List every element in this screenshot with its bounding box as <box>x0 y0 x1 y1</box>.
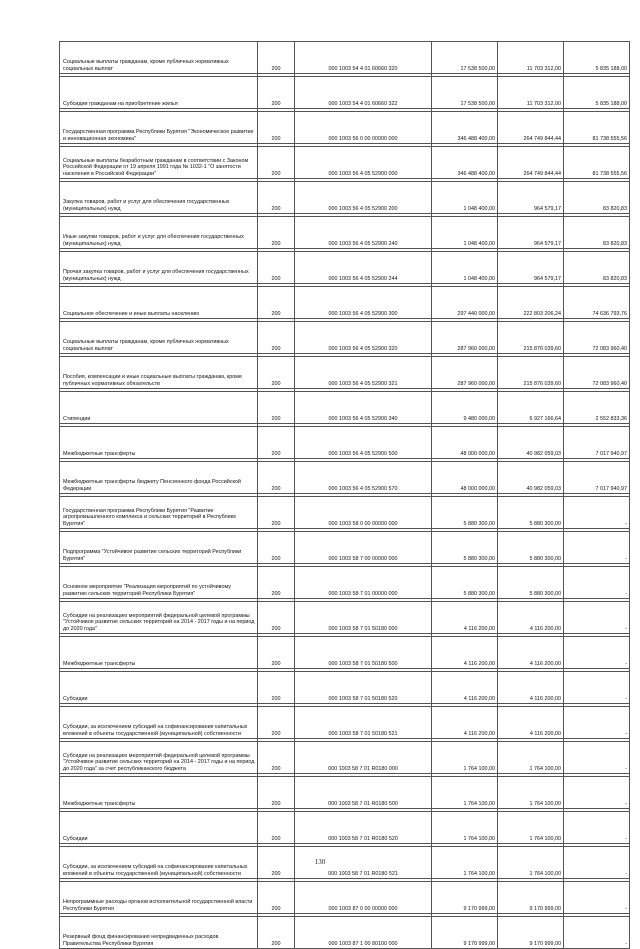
budget-table <box>59 41 630 949</box>
table-row <box>60 497 630 529</box>
row-name-cell: Субсидии на реализацию мероприятий федеральной целевой программы "Устойчивое развитие сельских территорий на 2014 - 2017 годы и на период до 2020 года" за счет республиканского бюджета <box>60 742 258 774</box>
row-code-cell: 200 <box>258 357 295 389</box>
row-executed-cell: 215 876 039,60 <box>498 357 564 389</box>
row-code-cell: 200 <box>258 672 295 704</box>
row-kbk-cell: 000 1003 56 0 00 00000 000 <box>295 112 432 144</box>
row-remainder-cell: 72 083 960,40 <box>564 322 630 354</box>
table-row <box>60 427 630 459</box>
row-kbk-cell: 000 1003 58 7 00 00000 000 <box>295 532 432 564</box>
table-row <box>60 672 630 704</box>
row-code-cell: 200 <box>258 777 295 809</box>
row-remainder-cell: - <box>564 917 630 949</box>
row-name-cell: Подпрограмма "Устойчивое развитие сельских территорий Республики Бурятия" <box>60 532 258 564</box>
row-executed-cell: 964 579,17 <box>498 217 564 249</box>
row-executed-cell: 1 764 100,00 <box>498 812 564 844</box>
row-name-cell: Резервный фонд финансирования непредвиденных расходов Правительства Республики Бурятия <box>60 917 258 949</box>
row-name-cell: Субсидии <box>60 672 258 704</box>
row-executed-cell: 215 876 039,60 <box>498 322 564 354</box>
row-name-cell: Стипендии <box>60 392 258 424</box>
row-name-cell: Социальные выплаты безработным гражданам в соответствии с Законом Российской Федерации от 19 апреля 1991 года № 1032-1 "О занятости населения в Российской Федерации" <box>60 147 258 179</box>
row-plan-cell: 1 764 100,00 <box>432 742 498 774</box>
row-code-cell: 200 <box>258 392 295 424</box>
row-kbk-cell: 000 1003 56 4 05 52900 244 <box>295 252 432 284</box>
row-plan-cell: 1 048 400,00 <box>432 217 498 249</box>
row-plan-cell: 9 480 000,00 <box>432 392 498 424</box>
row-plan-cell: 1 764 100,00 <box>432 847 498 879</box>
table-row <box>60 637 630 669</box>
table-row <box>60 917 630 949</box>
row-name-cell: Межбюджетные трансферты <box>60 777 258 809</box>
row-code-cell: 200 <box>258 322 295 354</box>
row-plan-cell: 9 170 999,00 <box>432 882 498 914</box>
row-name-cell: Субсидии <box>60 812 258 844</box>
row-plan-cell: 48 000 000,00 <box>432 462 498 494</box>
row-name-cell: Субсидии на реализацию мероприятий федеральной целевой программы "Устойчивое развитие сельских территорий на 2014 - 2017 годы и на период до 2020 года" <box>60 602 258 634</box>
row-kbk-cell: 000 1003 56 4 05 52900 500 <box>295 427 432 459</box>
row-executed-cell: 9 170 999,00 <box>498 882 564 914</box>
row-plan-cell: 5 880 300,00 <box>432 497 498 529</box>
table-row <box>60 777 630 809</box>
budget-table-body <box>60 42 630 949</box>
row-remainder-cell: - <box>564 532 630 564</box>
row-plan-cell: 287 960 000,00 <box>432 357 498 389</box>
row-name-cell: Основное мероприятие "Реализация мероприятий по устойчивому развитию сельских территорий Республики Бурятия" <box>60 567 258 599</box>
row-kbk-cell: 000 1003 58 7 01 50180 521 <box>295 707 432 739</box>
row-executed-cell: 40 982 059,03 <box>498 427 564 459</box>
row-kbk-cell: 000 1003 58 7 01 50180 520 <box>295 672 432 704</box>
row-name-cell: Государственная программа Республики Бурятия "Развитие агропромышленного комплекса и сельских территорий в Республике Бурятия" <box>60 497 258 529</box>
row-code-cell: 200 <box>258 707 295 739</box>
row-remainder-cell: 81 738 555,56 <box>564 112 630 144</box>
table-row <box>60 707 630 739</box>
row-remainder-cell: 7 017 940,97 <box>564 462 630 494</box>
row-plan-cell: 346 488 400,00 <box>432 147 498 179</box>
row-kbk-cell: 000 1003 58 7 01 50180 000 <box>295 602 432 634</box>
row-plan-cell: 346 488 400,00 <box>432 112 498 144</box>
table-row <box>60 567 630 599</box>
row-kbk-cell: 000 1003 56 4 05 52900 200 <box>295 182 432 214</box>
table-row <box>60 602 630 634</box>
row-kbk-cell: 000 1003 58 7 01 R0180 000 <box>295 742 432 774</box>
row-name-cell: Межбюджетные трансферты бюджету Пенсионного фонда Российской Федерации <box>60 462 258 494</box>
row-name-cell: Иные закупки товаров, работ и услуг для обеспечения государственных (муниципальных) нужд <box>60 217 258 249</box>
page-number: 130 <box>314 858 326 866</box>
row-remainder-cell: 83 820,83 <box>564 252 630 284</box>
table-row <box>60 182 630 214</box>
row-executed-cell: 4 116 200,00 <box>498 672 564 704</box>
row-remainder-cell: - <box>564 777 630 809</box>
row-plan-cell: 48 000 000,00 <box>432 427 498 459</box>
row-kbk-cell: 000 1003 58 0 00 00000 000 <box>295 497 432 529</box>
row-executed-cell: 40 982 059,03 <box>498 462 564 494</box>
row-kbk-cell: 000 1003 56 4 05 52900 321 <box>295 357 432 389</box>
row-code-cell: 200 <box>258 427 295 459</box>
row-remainder-cell: 83 820,83 <box>564 182 630 214</box>
row-remainder-cell: 72 083 960,40 <box>564 357 630 389</box>
row-code-cell: 200 <box>258 287 295 319</box>
table-row <box>60 742 630 774</box>
row-kbk-cell: 000 1003 58 7 01 R0180 520 <box>295 812 432 844</box>
row-name-cell: Межбюджетные трансферты <box>60 427 258 459</box>
row-remainder-cell: - <box>564 707 630 739</box>
row-executed-cell: 11 703 312,00 <box>498 42 564 74</box>
row-remainder-cell: 83 820,83 <box>564 217 630 249</box>
row-remainder-cell: - <box>564 567 630 599</box>
row-code-cell: 200 <box>258 602 295 634</box>
row-code-cell: 200 <box>258 182 295 214</box>
row-name-cell: Государственная программа Республики Бурятия "Экономическое развитие и инновационная экономика" <box>60 112 258 144</box>
table-row <box>60 322 630 354</box>
row-plan-cell: 9 170 999,00 <box>432 917 498 949</box>
row-plan-cell: 1 048 400,00 <box>432 252 498 284</box>
row-remainder-cell: 81 738 555,56 <box>564 147 630 179</box>
row-remainder-cell: - <box>564 847 630 879</box>
table-row <box>60 112 630 144</box>
table-row <box>60 42 630 74</box>
row-kbk-cell: 000 1003 58 7 01 R0180 521 <box>295 847 432 879</box>
table-row <box>60 357 630 389</box>
table-row <box>60 147 630 179</box>
row-plan-cell: 4 116 200,00 <box>432 637 498 669</box>
row-kbk-cell: 000 1003 56 4 05 52900 240 <box>295 217 432 249</box>
row-remainder-cell: - <box>564 672 630 704</box>
row-executed-cell: 5 880 300,00 <box>498 532 564 564</box>
row-executed-cell: 1 764 100,00 <box>498 847 564 879</box>
row-plan-cell: 287 960 000,00 <box>432 322 498 354</box>
row-code-cell: 200 <box>258 462 295 494</box>
row-executed-cell: 9 170 999,00 <box>498 917 564 949</box>
row-name-cell: Субсидии, за исключением субсидий на софинансирование капитальных вложений в объекты государственной (муниципальной) собственности <box>60 847 258 879</box>
row-kbk-cell: 000 1003 56 4 05 52900 320 <box>295 322 432 354</box>
table-row <box>60 287 630 319</box>
table-row <box>60 217 630 249</box>
row-code-cell: 200 <box>258 252 295 284</box>
table-row <box>60 252 630 284</box>
row-name-cell: Прочая закупка товаров, работ и услуг для обеспечения государственных (муниципальных) нужд <box>60 252 258 284</box>
row-code-cell: 200 <box>258 917 295 949</box>
row-code-cell: 200 <box>258 847 295 879</box>
row-executed-cell: 264 749 844,44 <box>498 112 564 144</box>
row-code-cell: 200 <box>258 217 295 249</box>
row-kbk-cell: 000 1003 54 4 01 60660 322 <box>295 77 432 109</box>
row-executed-cell: 964 579,17 <box>498 252 564 284</box>
row-kbk-cell: 000 1003 56 4 05 52900 570 <box>295 462 432 494</box>
table-row <box>60 392 630 424</box>
row-kbk-cell: 000 1003 58 7 01 50180 500 <box>295 637 432 669</box>
row-name-cell: Социальное обеспечение и иные выплаты населению <box>60 287 258 319</box>
row-plan-cell: 1 764 100,00 <box>432 812 498 844</box>
row-code-cell: 200 <box>258 812 295 844</box>
row-executed-cell: 4 116 200,00 <box>498 707 564 739</box>
row-plan-cell: 1 048 400,00 <box>432 182 498 214</box>
row-executed-cell: 11 703 312,00 <box>498 77 564 109</box>
row-code-cell: 200 <box>258 637 295 669</box>
row-name-cell: Субсидии, за исключением субсидий на софинансирование капитальных вложений в объекты государственной (муниципальной) собственности <box>60 707 258 739</box>
row-code-cell: 200 <box>258 567 295 599</box>
row-executed-cell: 222 803 206,24 <box>498 287 564 319</box>
row-executed-cell: 5 880 300,00 <box>498 497 564 529</box>
row-kbk-cell: 000 1003 54 4 01 60660 320 <box>295 42 432 74</box>
row-remainder-cell: 5 835 188,00 <box>564 77 630 109</box>
row-remainder-cell: - <box>564 812 630 844</box>
row-remainder-cell: 5 835 188,00 <box>564 42 630 74</box>
row-executed-cell: 4 116 200,00 <box>498 637 564 669</box>
row-remainder-cell: 2 552 833,36 <box>564 392 630 424</box>
row-code-cell: 200 <box>258 112 295 144</box>
row-remainder-cell: - <box>564 742 630 774</box>
table-row <box>60 882 630 914</box>
row-kbk-cell: 000 1003 87 1 00 80100 000 <box>295 917 432 949</box>
row-remainder-cell: - <box>564 497 630 529</box>
row-remainder-cell: 7 017 940,97 <box>564 427 630 459</box>
row-code-cell: 200 <box>258 147 295 179</box>
row-code-cell: 200 <box>258 532 295 564</box>
row-plan-cell: 17 538 500,00 <box>432 42 498 74</box>
row-code-cell: 200 <box>258 497 295 529</box>
row-executed-cell: 5 880 300,00 <box>498 567 564 599</box>
row-kbk-cell: 000 1003 58 7 01 00000 000 <box>295 567 432 599</box>
row-kbk-cell: 000 1003 87 0 00 00000 000 <box>295 882 432 914</box>
table-row <box>60 77 630 109</box>
row-code-cell: 200 <box>258 882 295 914</box>
budget-sheet <box>59 41 627 949</box>
row-name-cell: Непрограммные расходы органов исполнительной государственной власти Республики Бурятия <box>60 882 258 914</box>
row-plan-cell: 4 116 200,00 <box>432 707 498 739</box>
row-plan-cell: 17 538 500,00 <box>432 77 498 109</box>
row-plan-cell: 4 116 200,00 <box>432 672 498 704</box>
row-executed-cell: 1 764 100,00 <box>498 742 564 774</box>
row-remainder-cell: - <box>564 637 630 669</box>
row-executed-cell: 6 927 166,64 <box>498 392 564 424</box>
row-plan-cell: 297 440 000,00 <box>432 287 498 319</box>
row-name-cell: Межбюджетные трансферты <box>60 637 258 669</box>
row-plan-cell: 1 764 100,00 <box>432 777 498 809</box>
row-name-cell: Закупка товаров, работ и услуг для обеспечения государственных (муниципальных) нужд <box>60 182 258 214</box>
row-remainder-cell: - <box>564 602 630 634</box>
row-executed-cell: 1 764 100,00 <box>498 777 564 809</box>
row-remainder-cell: - <box>564 882 630 914</box>
row-name-cell: Социальные выплаты гражданам, кроме публичных нормативных социальных выплат <box>60 322 258 354</box>
row-code-cell: 200 <box>258 77 295 109</box>
table-row <box>60 462 630 494</box>
row-name-cell: Субсидии гражданам на приобретение жилья <box>60 77 258 109</box>
row-remainder-cell: 74 636 793,76 <box>564 287 630 319</box>
row-executed-cell: 964 579,17 <box>498 182 564 214</box>
table-row <box>60 812 630 844</box>
row-kbk-cell: 000 1003 58 7 01 R0180 500 <box>295 777 432 809</box>
row-kbk-cell: 000 1003 56 4 05 52900 340 <box>295 392 432 424</box>
row-plan-cell: 4 116 200,00 <box>432 602 498 634</box>
table-row <box>60 532 630 564</box>
row-code-cell: 200 <box>258 42 295 74</box>
row-name-cell: Социальные выплаты гражданам, кроме публичных нормативных социальных выплат <box>60 42 258 74</box>
row-plan-cell: 5 880 300,00 <box>432 567 498 599</box>
row-kbk-cell: 000 1003 56 4 05 52900 000 <box>295 147 432 179</box>
row-executed-cell: 4 116 200,00 <box>498 602 564 634</box>
row-code-cell: 200 <box>258 742 295 774</box>
row-executed-cell: 264 749 844,44 <box>498 147 564 179</box>
row-kbk-cell: 000 1003 56 4 05 52900 300 <box>295 287 432 319</box>
row-name-cell: Пособия, компенсации и иные социальные выплаты гражданам, кроме публичных нормативных обязательств <box>60 357 258 389</box>
row-plan-cell: 5 880 300,00 <box>432 532 498 564</box>
